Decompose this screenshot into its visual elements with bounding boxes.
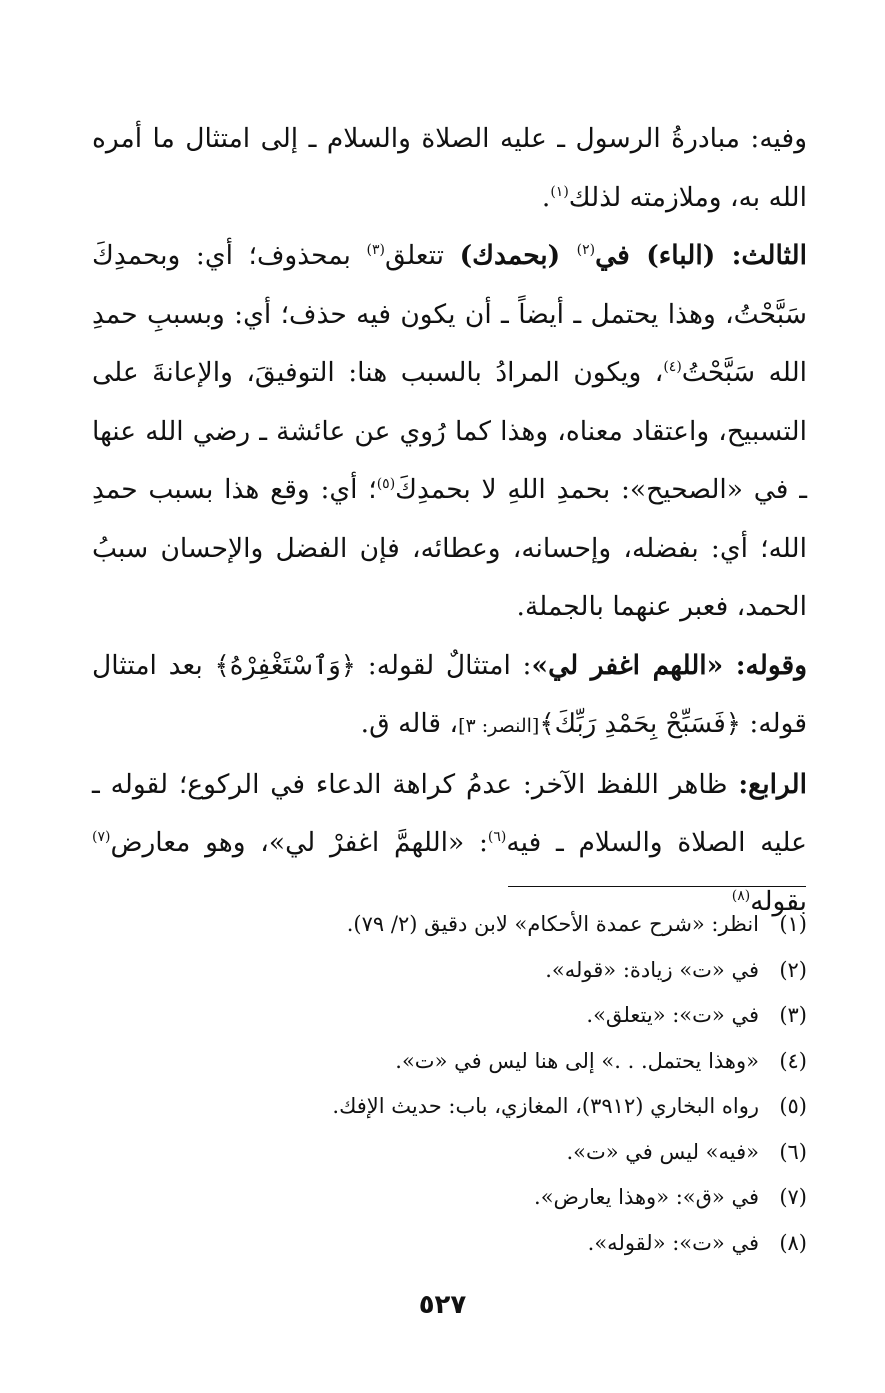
- footnotes-list: [92, 902, 807, 1266]
- footnote-number: (٧): [779, 1185, 807, 1209]
- footnote-reference: (٣): [366, 242, 385, 259]
- footnote-number: (٣): [779, 1003, 807, 1027]
- text-segment: ؛ أي: وقع هذا بسبب حمدِ الله؛ أي: بفضله، وإحسانه، وعطائه، فإن الفضل والإحسان سببُ الحمد، فعبر عنهما بالجملة.: [92, 474, 807, 622]
- quran-quote: ﴿فَسَبِّحْ بِحَمْدِ رَبِّكَ﴾: [539, 709, 741, 739]
- footnote-text: في «ت»: «يتعلق».: [586, 1003, 759, 1027]
- footnote-item: [92, 1039, 807, 1085]
- footnote-text: في «ت» زيادة: «قوله».: [545, 957, 759, 982]
- footnote-number: (١): [779, 912, 807, 936]
- footnote-number: (٢): [779, 957, 807, 982]
- footnote-number: (٥): [779, 1094, 807, 1118]
- main-text: [92, 110, 807, 931]
- footnote-text: رواه البخاري (٣٩١٢)، المغازي، باب: حديث الإفك.: [332, 1094, 759, 1118]
- footnote-text: في «ق»: «وهذا يعارض».: [534, 1185, 759, 1209]
- bold-heading-text: الرابع:: [738, 768, 807, 800]
- footnote-reference: (٨): [731, 887, 751, 904]
- bold-heading-text: (بحمدك): [459, 240, 577, 271]
- footnote-reference: (٤): [663, 359, 682, 376]
- footnote-number: (٦): [779, 1139, 807, 1164]
- bold-heading-text: الثالث: (الباء) في: [595, 240, 807, 271]
- text-segment: بمحذوف؛ أي: وبحمدِكَ سَبَّحْتُ، وهذا يحتمل ـ أيضاً ـ أن يكون فيه حذف؛ أي: وبسببِ حمدِ الله سَبَّحْتُ: [92, 240, 808, 388]
- paragraph: [92, 110, 807, 227]
- quran-quote: ﴿وَٱسْتَغْفِرْهُ﴾: [214, 650, 357, 681]
- text-segment: بقوله: [750, 885, 807, 917]
- text-segment: ، قاله ق.: [360, 708, 459, 739]
- verse-citation: [النصر: ٣]: [458, 715, 540, 737]
- footnote-text: «وهذا يحتمل. . .» إلى هنا ليس في «ت».: [395, 1048, 759, 1073]
- page-number: ٥٢٧: [418, 1290, 467, 1320]
- paragraph: [92, 637, 807, 756]
- footnote-item: [92, 902, 807, 948]
- text-segment: .: [541, 181, 551, 213]
- footnote-text: انظر: «شرح عمدة الأحكام» لابن دقيق (٢/ ٧٩).: [346, 912, 759, 936]
- text-segment: بعد امتثال قوله:: [92, 649, 807, 739]
- footnote-item: [92, 948, 807, 994]
- footnote-item: [92, 1084, 807, 1130]
- footnote-item: [92, 1130, 807, 1176]
- footnote-reference: (٦): [487, 829, 507, 846]
- text-segment: : «اللهمَّ اغفرْ لي»، وهو معارض: [110, 827, 488, 858]
- footnote-item: [92, 993, 807, 1039]
- footnote-item: [92, 1175, 807, 1221]
- footnote-number: (٨): [779, 1230, 807, 1255]
- footnote-reference: (٥): [376, 476, 396, 493]
- footnote-text: في «ت»: «لقوله».: [587, 1230, 759, 1255]
- paragraph: [92, 227, 807, 637]
- text-segment: ، ويكون المرادُ بالسبب هنا: التوفيقَ، والإعانةَ على التسبيح، واعتقاد معناه، وهذا كما رُوي عن عائشة ـ رضي الله عنها ـ في «الصحيح»: بحمدِ اللهِ لا بحمدِكَ: [92, 357, 807, 505]
- footnote-reference: (٧): [92, 829, 111, 846]
- footnote-text: «فيه» ليس في «ت».: [566, 1139, 759, 1164]
- footnote-reference: (١): [550, 183, 569, 200]
- text-segment: : امتثالٌ لقوله:: [356, 649, 532, 681]
- text-segment: تتعلق: [384, 240, 460, 271]
- footnote-item: [92, 1221, 807, 1267]
- text-segment: ظاهر اللفظ الآخر: عدمُ كراهة الدعاء في الركوع؛ لقوله ـ عليه الصلاة والسلام ـ فيه: [92, 768, 807, 858]
- text-segment: وفيه: مبادرةُ الرسول ـ عليه الصلاة والسلام ـ إلى امتثال ما أمره الله به، وملازمته لذلك: [92, 123, 807, 213]
- bold-heading-text: وقوله: «اللهم اغفر لي»: [531, 649, 807, 681]
- footnote-number: (٤): [779, 1048, 807, 1073]
- footnote-reference: (٢): [576, 242, 596, 259]
- footnote-separator: [508, 886, 806, 887]
